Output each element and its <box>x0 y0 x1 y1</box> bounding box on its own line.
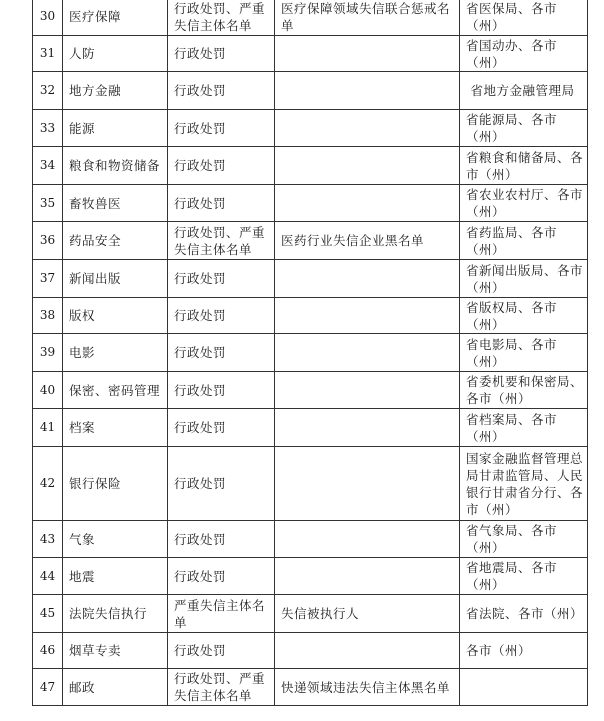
row-number-cell <box>33 0 63 36</box>
responsible-dept-cell <box>460 447 588 521</box>
field-name: 粮食和物资储备 <box>69 158 161 173</box>
measure-type: 行政处罚 <box>174 476 227 491</box>
measure-type-cell <box>168 558 275 595</box>
measure-type: 行政处罚 <box>174 195 227 211</box>
measure-type-cell <box>168 298 275 334</box>
responsible-dept: 各市（州） <box>466 643 532 658</box>
row-number: 34 <box>39 158 56 172</box>
responsible-dept-cell <box>460 222 588 260</box>
row-number-cell <box>33 595 63 633</box>
field-name: 气象 <box>69 531 96 547</box>
list-name-cell <box>275 372 460 409</box>
field-name-cell <box>63 72 168 110</box>
row-number: 37 <box>39 271 56 285</box>
row-number-cell <box>33 110 63 147</box>
list-name-cell <box>275 72 460 110</box>
measure-type: 行政处罚 <box>174 271 227 286</box>
list-name-cell <box>275 110 460 147</box>
responsible-dept: 省医保局、各市（州） <box>466 0 558 33</box>
measure-type-cell <box>168 334 275 372</box>
list-name-cell <box>275 633 460 669</box>
row-number: 39 <box>39 345 56 359</box>
row-number: 38 <box>39 308 56 322</box>
measure-type-cell <box>168 110 275 147</box>
measure-type: 行政处罚 <box>174 531 227 547</box>
table-row <box>33 260 588 298</box>
table-row <box>33 372 588 409</box>
table-row <box>33 447 588 521</box>
table-row <box>33 110 588 147</box>
list-name-cell <box>275 409 460 447</box>
row-number-cell <box>33 72 63 110</box>
list-name-cell <box>275 521 460 558</box>
responsible-dept-cell <box>460 0 588 36</box>
responsible-dept: 省电影局、各市（州） <box>466 336 558 369</box>
row-number-cell <box>33 298 63 334</box>
list-name-cell <box>275 669 460 706</box>
field-name: 药品安全 <box>69 233 122 248</box>
row-number-cell <box>33 260 63 298</box>
field-name: 人防 <box>69 46 96 61</box>
field-name: 能源 <box>69 120 96 136</box>
table-row <box>33 633 588 669</box>
row-number-cell <box>33 185 63 222</box>
measure-type: 行政处罚 <box>174 420 227 435</box>
list-name: 快递领域违法失信主体黑名单 <box>281 679 451 695</box>
responsible-dept: 省法院、各市（州） <box>466 606 584 621</box>
field-name-cell <box>63 298 168 334</box>
field-name: 畜牧兽医 <box>69 195 122 211</box>
field-name-cell <box>63 633 168 669</box>
responsible-dept: 省粮食和储备局、各市（州） <box>466 149 584 182</box>
responsible-dept: 省地方金融管理局 <box>470 83 575 98</box>
responsible-dept: 省委机要和保密局、各市（州） <box>466 374 584 406</box>
field-name-cell <box>63 185 168 222</box>
row-number: 46 <box>39 643 56 657</box>
field-name: 烟草专卖 <box>69 643 122 658</box>
row-number: 41 <box>39 420 56 434</box>
measure-type: 行政处罚 <box>174 345 227 360</box>
table-row <box>33 521 588 558</box>
field-name: 电影 <box>69 345 96 360</box>
table-row <box>33 595 588 633</box>
row-number-cell <box>33 222 63 260</box>
row-number: 32 <box>39 83 56 97</box>
responsible-dept-cell <box>460 409 588 447</box>
responsible-dept: 省地震局、各市（州） <box>466 560 558 592</box>
field-name-cell <box>63 222 168 260</box>
list-name: 医疗保障领域失信联合惩戒名单 <box>281 0 451 33</box>
measure-type-cell <box>168 372 275 409</box>
measure-type-cell <box>168 222 275 260</box>
field-name: 邮政 <box>69 679 96 695</box>
field-name-cell <box>63 372 168 409</box>
table-row <box>33 185 588 222</box>
table-row <box>33 147 588 185</box>
row-number-cell <box>33 633 63 669</box>
list-name-cell <box>275 0 460 36</box>
field-name: 地震 <box>69 568 96 584</box>
field-name: 版权 <box>69 308 96 323</box>
measure-type: 行政处罚、严重失信主体名单 <box>174 224 266 257</box>
responsible-dept: 省能源局、各市（州） <box>466 112 558 144</box>
field-name: 保密、密码管理 <box>69 382 161 398</box>
responsible-dept: 省农业农村厅、各市（州） <box>466 187 584 219</box>
row-number-cell <box>33 372 63 409</box>
row-number: 42 <box>39 476 56 490</box>
responsible-dept: 国家金融监督管理总局甘肃监管局、人民银行甘肃省分行、各市（州） <box>466 450 584 517</box>
field-name: 法院失信执行 <box>69 606 148 621</box>
responsible-dept: 省档案局、各市（州） <box>466 411 558 444</box>
field-name-cell <box>63 334 168 372</box>
field-name: 地方金融 <box>69 83 122 98</box>
list-name-cell <box>275 595 460 633</box>
measure-type-cell <box>168 595 275 633</box>
field-name-cell <box>63 36 168 72</box>
row-number-cell <box>33 558 63 595</box>
responsible-dept-cell <box>460 372 588 409</box>
table-row <box>33 558 588 595</box>
measure-type-cell <box>168 521 275 558</box>
measure-type-cell <box>168 409 275 447</box>
responsible-dept-cell <box>460 334 588 372</box>
responsible-dept-cell <box>460 298 588 334</box>
row-number: 33 <box>39 120 56 135</box>
field-name-cell <box>63 409 168 447</box>
row-number-cell <box>33 521 63 558</box>
field-name-cell <box>63 110 168 147</box>
row-number: 44 <box>39 568 56 583</box>
responsible-dept-cell <box>460 72 588 110</box>
row-number-cell <box>33 447 63 521</box>
measure-type-cell <box>168 72 275 110</box>
measure-type: 行政处罚 <box>174 83 227 98</box>
list-name-cell <box>275 36 460 72</box>
measure-type: 行政处罚 <box>174 382 227 398</box>
list-name-cell <box>275 558 460 595</box>
measure-type: 行政处罚 <box>174 643 227 658</box>
row-number-cell <box>33 36 63 72</box>
responsible-dept-cell <box>460 147 588 185</box>
table-row <box>33 72 588 110</box>
row-number: 31 <box>39 46 56 60</box>
field-name: 医疗保障 <box>69 9 122 24</box>
measure-type-cell <box>168 185 275 222</box>
table-row <box>33 669 588 706</box>
measure-type-cell <box>168 0 275 36</box>
row-number: 30 <box>39 9 56 23</box>
table-row <box>33 298 588 334</box>
list-name-cell <box>275 260 460 298</box>
measure-type: 行政处罚、严重失信主体名单 <box>174 671 266 703</box>
field-name-cell <box>63 669 168 706</box>
measure-type: 行政处罚 <box>174 568 227 584</box>
table-row <box>33 409 588 447</box>
row-number-cell <box>33 669 63 706</box>
responsible-dept-cell <box>460 36 588 72</box>
responsible-dept: 省版权局、各市（州） <box>466 299 558 332</box>
field-name-cell <box>63 595 168 633</box>
list-name-cell <box>275 147 460 185</box>
row-number: 36 <box>39 233 56 247</box>
field-name-cell <box>63 447 168 521</box>
list-name-cell <box>275 222 460 260</box>
measure-type: 行政处罚 <box>174 158 227 173</box>
table-row <box>33 222 588 260</box>
list-name: 医药行业失信企业黑名单 <box>281 233 425 248</box>
row-number: 43 <box>39 531 56 546</box>
table-row <box>33 334 588 372</box>
responsible-dept: 省新闻出版局、各市（州） <box>466 262 584 295</box>
row-number: 45 <box>39 606 56 620</box>
measure-type: 行政处罚 <box>174 120 227 136</box>
responsible-dept: 省药监局、各市（州） <box>466 224 558 257</box>
responsible-dept-cell <box>460 110 588 147</box>
measure-type-cell <box>168 260 275 298</box>
responsible-dept-cell <box>460 521 588 558</box>
row-number-cell <box>33 334 63 372</box>
credit-penalty-table <box>32 0 588 706</box>
row-number: 40 <box>39 382 56 397</box>
list-name-cell <box>275 298 460 334</box>
field-name-cell <box>63 558 168 595</box>
field-name-cell <box>63 147 168 185</box>
field-name-cell <box>63 260 168 298</box>
responsible-dept-cell <box>460 185 588 222</box>
measure-type-cell <box>168 447 275 521</box>
responsible-dept: 省国动办、各市（州） <box>466 37 558 70</box>
responsible-dept-cell <box>460 669 588 706</box>
measure-type: 行政处罚、严重失信主体名单 <box>174 0 266 33</box>
measure-type: 行政处罚 <box>174 308 227 323</box>
table-body <box>33 0 588 706</box>
measure-type: 严重失信主体名单 <box>174 597 266 630</box>
list-name-cell <box>275 185 460 222</box>
list-name-cell <box>275 334 460 372</box>
measure-type: 行政处罚 <box>174 46 227 61</box>
field-name-cell <box>63 521 168 558</box>
responsible-dept-cell <box>460 260 588 298</box>
field-name: 档案 <box>69 420 96 435</box>
field-name: 银行保险 <box>69 476 122 491</box>
measure-type-cell <box>168 147 275 185</box>
field-name-cell <box>63 0 168 36</box>
responsible-dept-cell <box>460 558 588 595</box>
measure-type-cell <box>168 669 275 706</box>
row-number-cell <box>33 409 63 447</box>
row-number: 47 <box>39 679 56 694</box>
table-row <box>33 36 588 72</box>
list-name-cell <box>275 447 460 521</box>
table-row <box>33 0 588 36</box>
measure-type-cell <box>168 633 275 669</box>
row-number-cell <box>33 147 63 185</box>
row-number: 35 <box>39 195 56 210</box>
responsible-dept-cell <box>460 595 588 633</box>
list-name: 失信被执行人 <box>281 606 360 621</box>
responsible-dept: 省气象局、各市（州） <box>466 523 558 555</box>
measure-type-cell <box>168 36 275 72</box>
responsible-dept-cell <box>460 633 588 669</box>
field-name: 新闻出版 <box>69 271 122 286</box>
